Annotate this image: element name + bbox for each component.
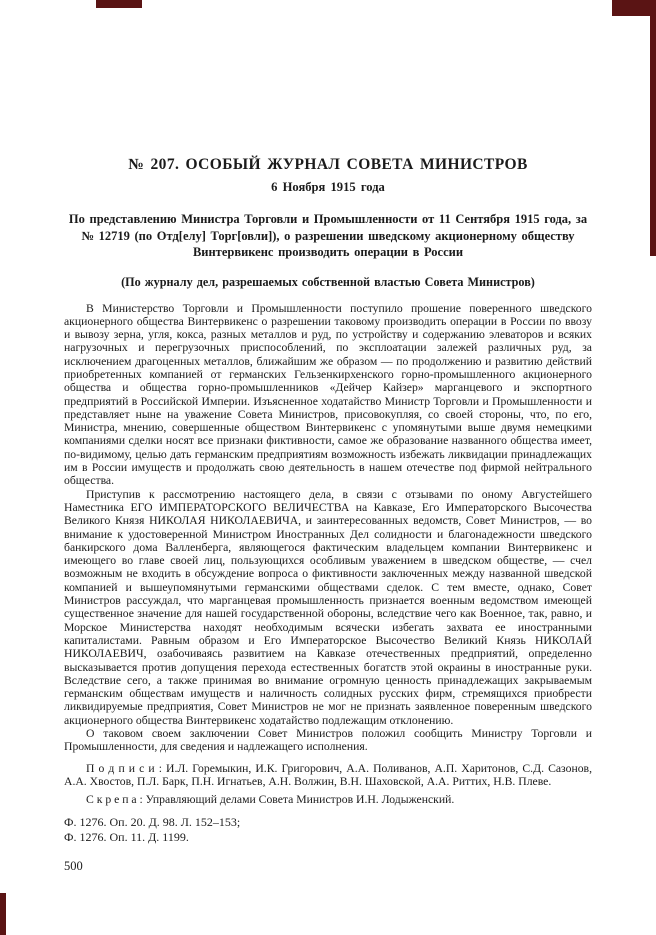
signatures-line xyxy=(64,762,592,789)
document-body xyxy=(64,156,592,874)
document-text xyxy=(64,302,592,754)
certification-line xyxy=(64,793,592,806)
scan-mark-bottom-left xyxy=(0,893,6,935)
certification-text: Управляющий делами Совета Министров И.Н. Лодыженский. xyxy=(145,793,455,807)
certification-label: С к р е п а : xyxy=(86,793,143,807)
archive-reference: Ф. 1276. Оп. 11. Д. 1199. xyxy=(64,830,189,845)
signatures-names: И.Л. Горемыкин, И.К. Григорович, А.А. Поливанов, А.П. Харитонов, С.Д. Сазонов, А.А. Хвостов, П.Л. Барк, П.Н. Игнатьев, А.Н. Волжин, В.Н. Шаховской, А.А. Риттих, Н.В. Плеве. xyxy=(64,761,592,788)
signatures-label: П о д п и с и : xyxy=(86,761,162,775)
page-number: 500 xyxy=(64,859,83,874)
archive-references xyxy=(64,815,592,845)
scan-mark-right-edge xyxy=(650,16,656,256)
archive-reference: Ф. 1276. Оп. 20. Д. 98. Л. 152–153; xyxy=(64,815,241,830)
journal-note: (По журналу дел, разрешаемых собственной властью Совета Министров) xyxy=(121,274,535,289)
scan-mark-top-right xyxy=(612,0,656,16)
scan-mark-top-left xyxy=(96,0,142,8)
paragraph: Приступив к рассмотрению настоящего дела, в связи с отзывами по оному Августейшего Наместника ЕГО ИМПЕРАТОРСКОГО ВЕЛИЧЕСТВА на Кавказе, Его Императорского Высочества Великого Князя НИКОЛАЯ НИКОЛАЕВИЧА, и заинтересованных ведомств, Совет Министров, — во внимание к удостоверенной Министром Иностранных Дел солидности и благонадежности шведского банкирского дома Валленберга, являющегося фактическим владельцем компании Винтервикенс и имеющего во главе своей лиц, пользующихся особливым уважением в шведском обществе, — счел возможным не входить в обсуждение вопроса о фиктивности заключенных между названной шведской компанией и вышеупомянутыми германскими обществами сделок. С тем вместе, однако, Совет Министров рассуждал, что марганцевая промышленность признается военным ведомством имеющей существенное значение для нашей государственной обороны, вследствие чего как Военное, так, равно, и Морское Министерства находят необходимым всячески избегать захвата ее иностранными капиталистами. Равным образом и Его Императорское Высочество Великий Князь НИКОЛАЙ НИКОЛАЕВИЧ, озабочиваясь развитием на Кавказе отечественных предприятий, определенно высказывается против допущения перехода естественных богатств этой окраины в иностранные руки. Вследствие сего, а также принимая во внимание огромную ценность принадлежащих закрываемым германским обществам имуществ и наличность солидных русских фирм, стремящихся приобрести ликвидируемые предприятия, Совет Министров не мог не признать заявленное поверенным шведского акционерного общества Винтервикенс ходатайство подлежащим отклонению. xyxy=(64,487,592,727)
page-title: № 207. ОСОБЫЙ ЖУРНАЛ СОВЕТА МИНИСТРОВ xyxy=(128,156,528,173)
paragraph: В Министерство Торговли и Промышленности поступило прошение поверенного шведского акционерного общества Винтервикенс о разрешении таковому производить операции в России по ввозу и вывозу зерна, угля, кокса, разных металлов и руд, по устройству и содержанию элеваторов и всяких нагрузочных и перегрузочных приспособлений, по эксплоатации залежей различных руд, за исключением драгоценных металлов, ближайшим же образом — по продолжению и развитию действий приобретенных компанией от германских Гельзенкирхенского горно-промышленного акционерного общества и общества горно-промышленников «Дейчер Кайзер» марганцевого и экспортного предприятий в Российской Империи. Изъясненное ходатайство Министр Торговли и Промышленности и представляет ныне на уважение Совета Министров, присовокупляя, со своей стороны, что, по его, Министра, мнению, совершенные обществом Винтервикенс с упомянутыми выше двумя немецкими компаниями сделки носят все признаки фиктивности, самое же образование названного общества имеет, по-видимому, целью дать германским предприятиям возможность избежать ликвидации принадлежащих им в России имуществ и продолжать свою деятельность в нашем отечестве под фирмой нейтрального общества. xyxy=(64,301,592,488)
document-date: 6 Ноября 1915 года xyxy=(271,180,385,194)
paragraph: О таковом своем заключении Совет Министров положил сообщить Министру Торговли и Промышленности, для сведения и надлежащего исполнения. xyxy=(64,727,592,754)
document-subject: По представлению Министра Торговли и Промышленности от 11 Сентября 1915 года, за № 12719 (по Отд[елу] Торг[овли]), о разрешении шведскому акционерному обществу Винтервикенс производить операции в России xyxy=(68,212,588,259)
